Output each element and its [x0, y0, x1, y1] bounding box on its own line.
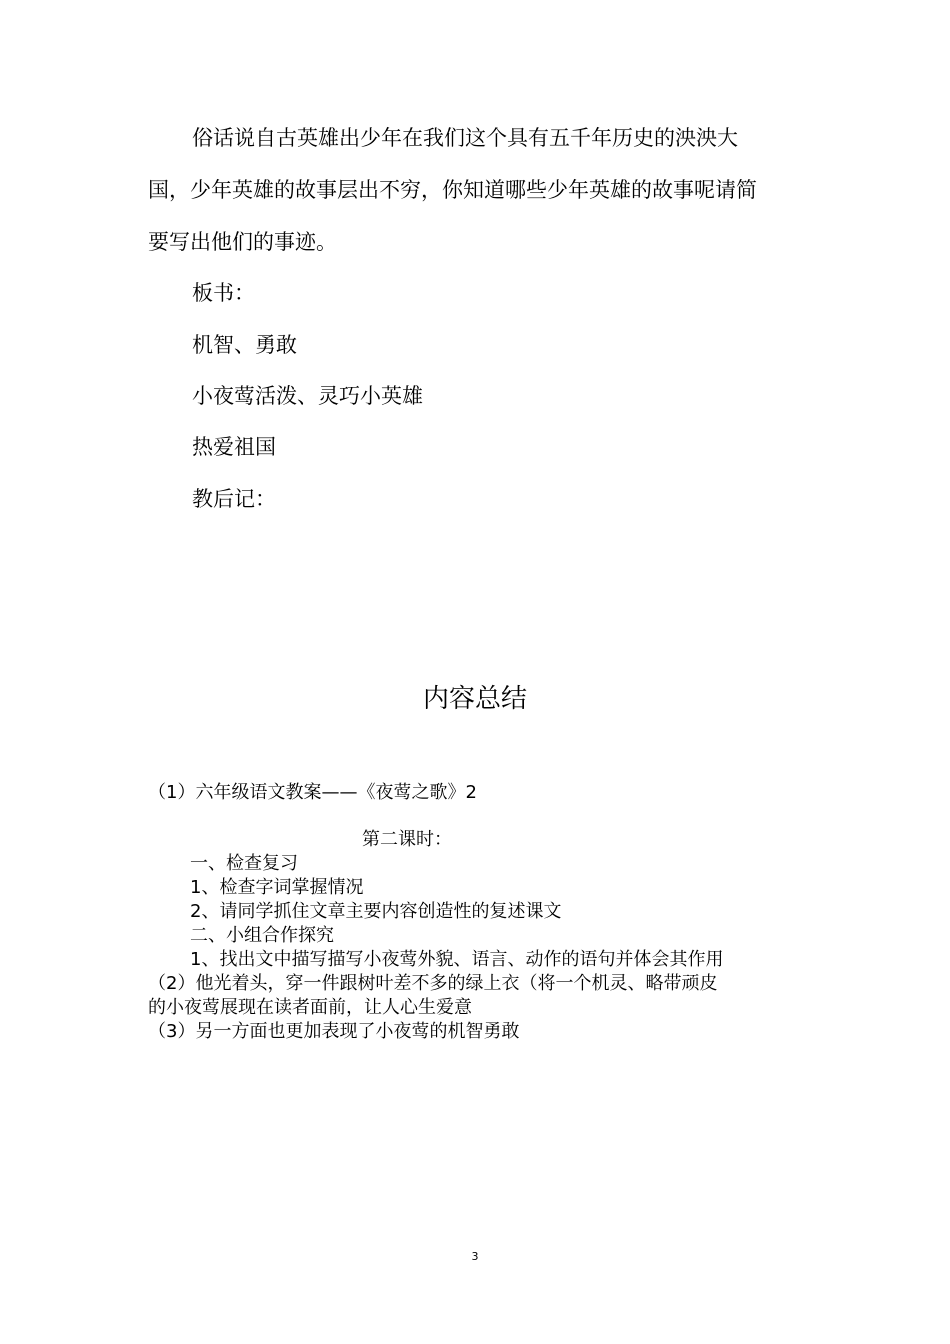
- intro-line-2: 国，少年英雄的故事层出不穷，你知道哪些少年英雄的故事呢请简: [148, 178, 757, 202]
- summary-section-heading: 一、检查复习: [190, 853, 298, 874]
- board-item: 热爱祖国: [192, 435, 276, 459]
- summary-item: 1、找出文中描写描写小夜莺外貌、语言、动作的语句并体会其作用: [190, 949, 724, 970]
- summary-item: 2、请同学抓住文章主要内容创造性的复述课文: [190, 901, 562, 922]
- summary-section-heading: 二、小组合作探究: [190, 925, 334, 946]
- summary-period-label: 第二课时：: [362, 829, 452, 850]
- intro-line-1: 俗话说自古英雄出少年在我们这个具有五千年历史的泱泱大: [192, 126, 738, 150]
- summary-item: 的小夜莺展现在读者面前，让人心生爱意: [148, 997, 472, 1018]
- page-number: 3: [471, 1250, 479, 1263]
- summary-item: （3）另一方面也更加表现了小夜莺的机智勇敢: [148, 1021, 520, 1042]
- summary-item: 1、检查字词掌握情况: [190, 877, 364, 898]
- summary-item: （2）他光着头，穿一件跟树叶差不多的绿上衣（将一个机灵、略带顽皮: [148, 973, 718, 994]
- summary-lesson-title: （1）六年级语文教案——《夜莺之歌》2: [148, 782, 477, 803]
- board-label: 板书：: [192, 281, 255, 305]
- board-item: 小夜莺活泼、灵巧小英雄: [192, 384, 423, 408]
- after-class-notes-label: 教后记：: [192, 487, 276, 511]
- intro-line-3: 要写出他们的事迹。: [148, 230, 337, 254]
- summary-heading: 内容总结: [422, 684, 527, 714]
- board-item: 机智、勇敢: [192, 333, 297, 357]
